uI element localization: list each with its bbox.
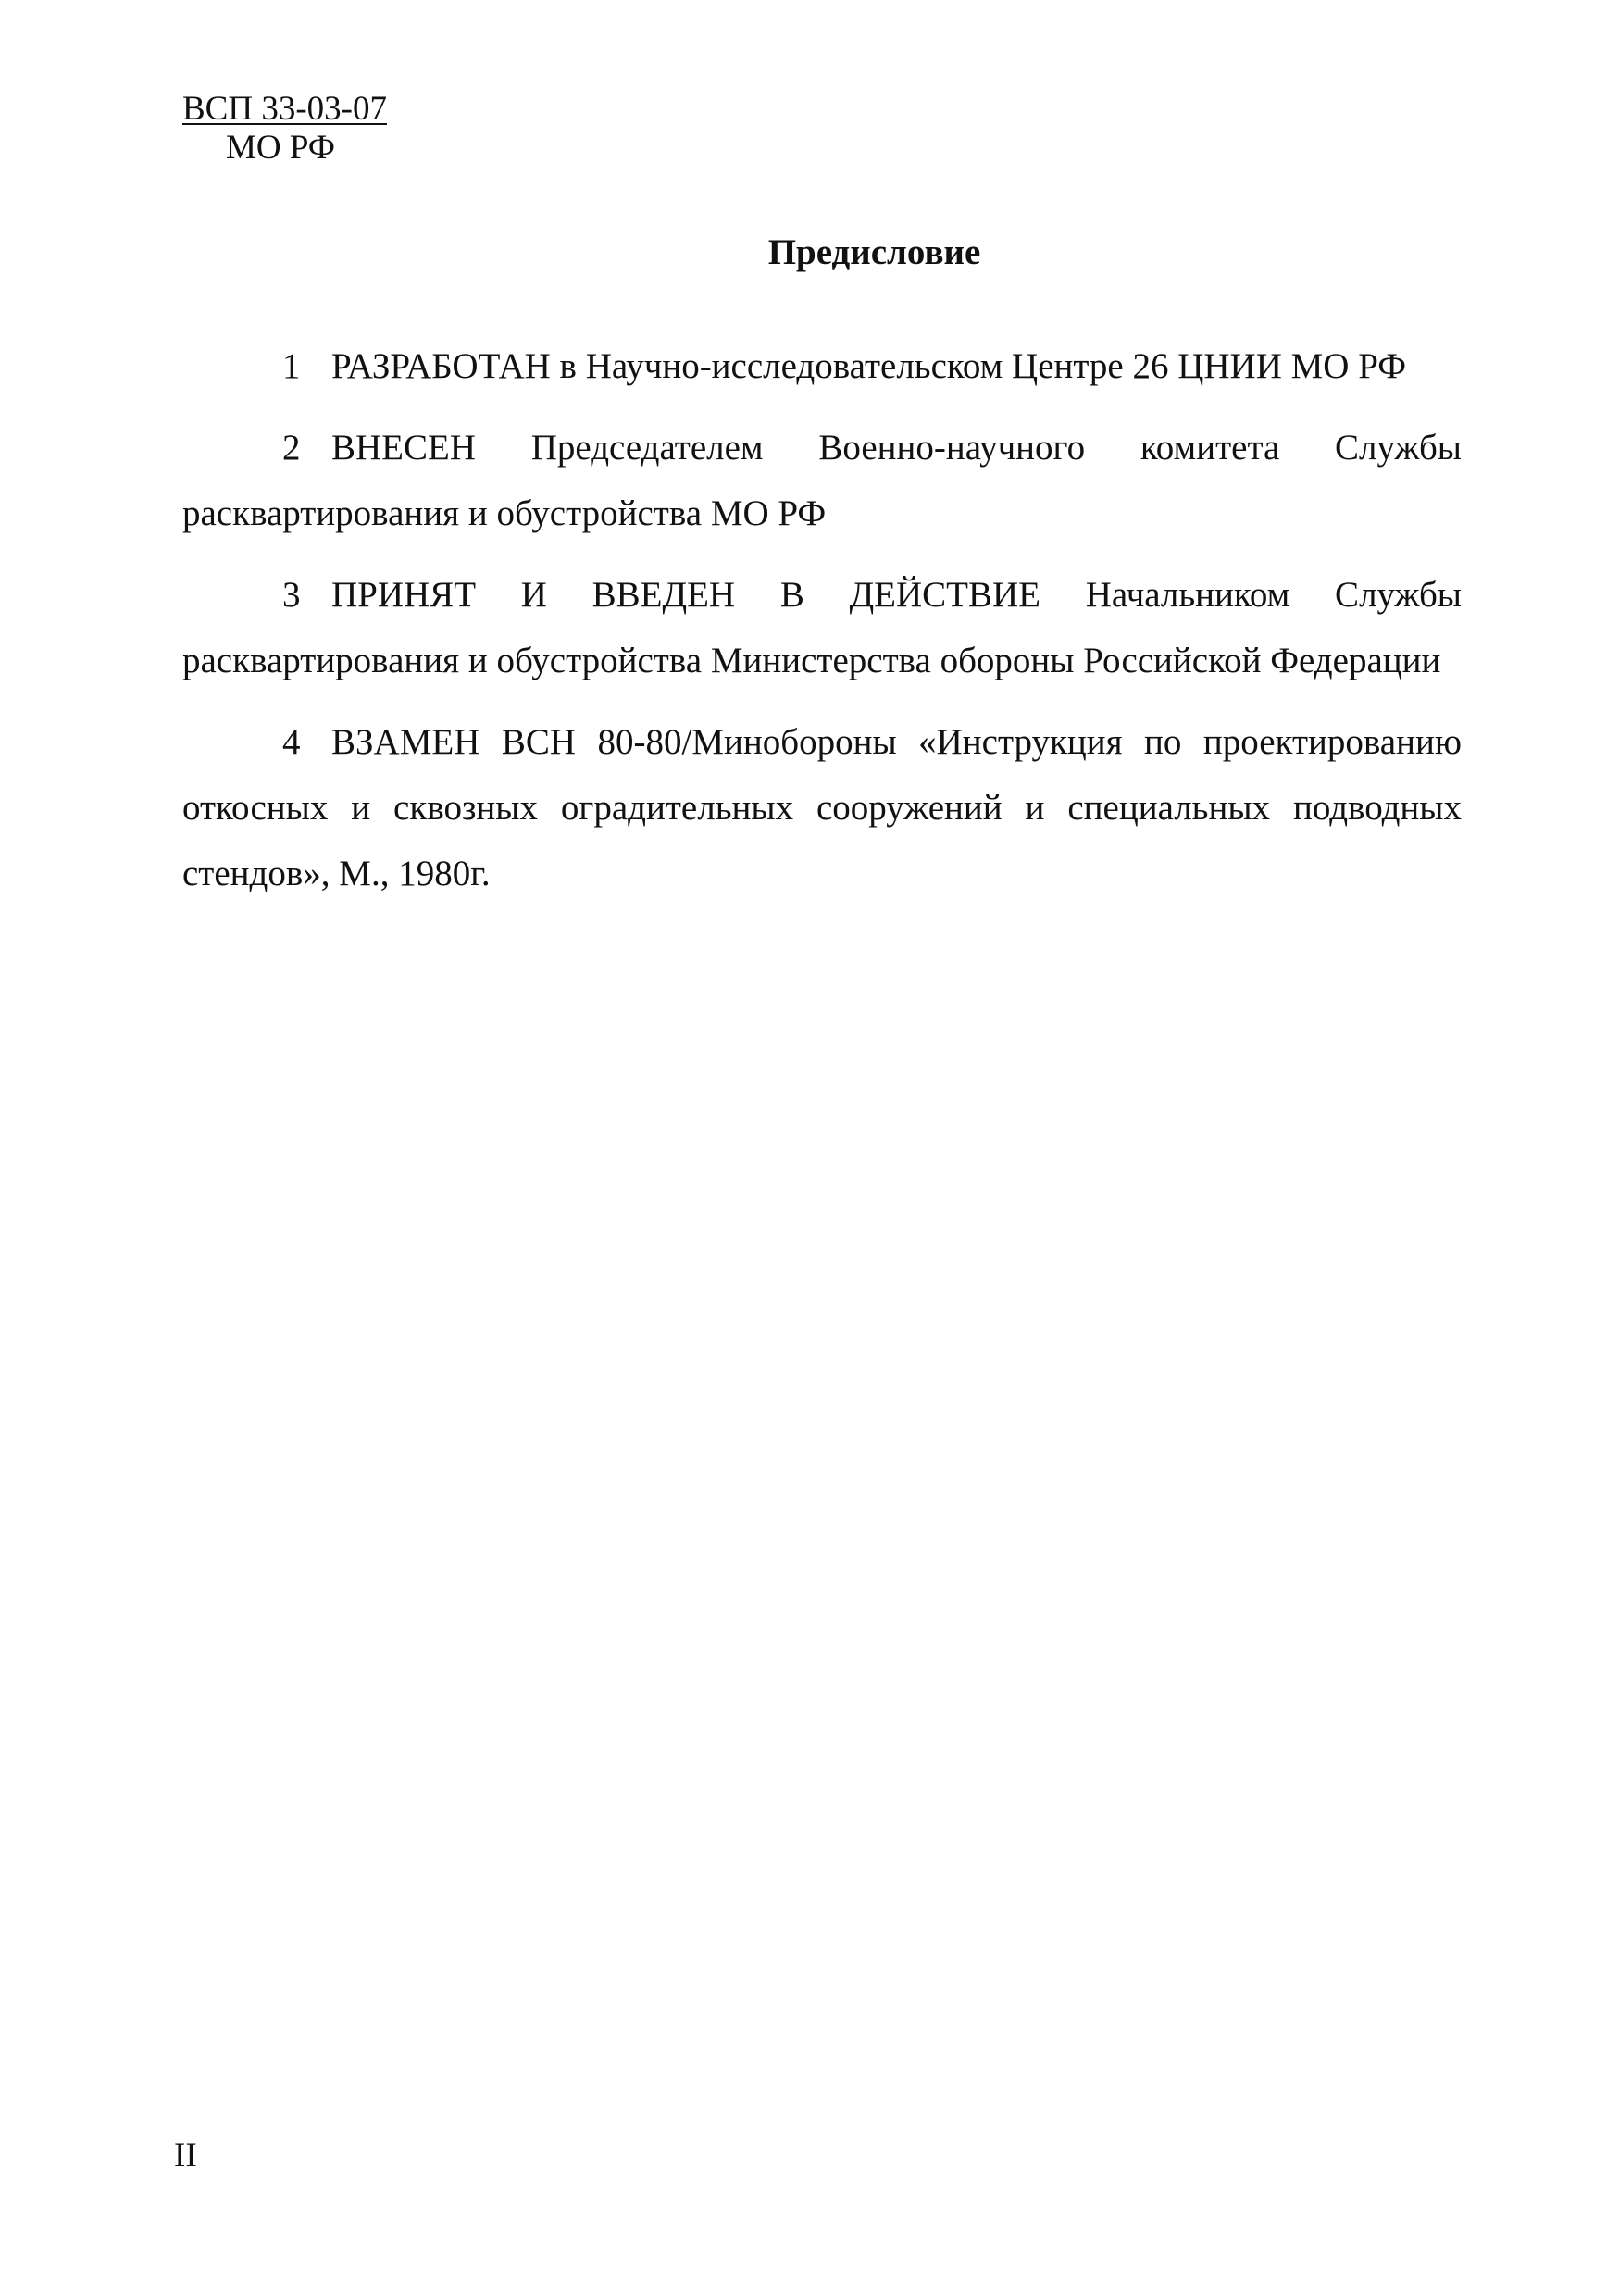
preface-item-text: ВНЕСЕН Председателем Военно-научного комитета Службы расквартирования и обустройства МО РФ — [182, 428, 1462, 533]
preface-item-2 — [182, 415, 1462, 546]
preface-item-number: 2 — [282, 428, 301, 468]
preface-item-number: 1 — [282, 346, 301, 386]
preface-item-number: 4 — [282, 722, 301, 762]
document-code: ВСП 33-03-07 — [182, 90, 387, 128]
preface-item-number: 3 — [282, 575, 301, 615]
document-organization: МО РФ — [225, 129, 336, 167]
preface-item-text: РАЗРАБОТАН в Научно-исследовательском Центре 26 ЦНИИ МО РФ — [331, 346, 1407, 386]
preface-item-1 — [182, 333, 1462, 399]
preface-item-text: ПРИНЯТ И ВВЕДЕН В ДЕЙСТВИЕ Начальником Службы расквартирования и обустройства Министерства обороны Российской Федерации — [182, 575, 1462, 680]
preface-item-4 — [182, 709, 1462, 906]
preface-item-text: ВЗАМЕН ВСН 80-80/Минобороны «Инструкция по проектированию откосных и сквозных оградительных сооружений и специальных подводных стендов», М., 1980г. — [182, 722, 1462, 893]
page-number: II — [174, 2137, 197, 2175]
page-title: Предисловие — [767, 232, 981, 272]
document-code-block — [182, 90, 387, 168]
preface-list — [182, 333, 1462, 922]
preface-item-3 — [182, 562, 1462, 693]
